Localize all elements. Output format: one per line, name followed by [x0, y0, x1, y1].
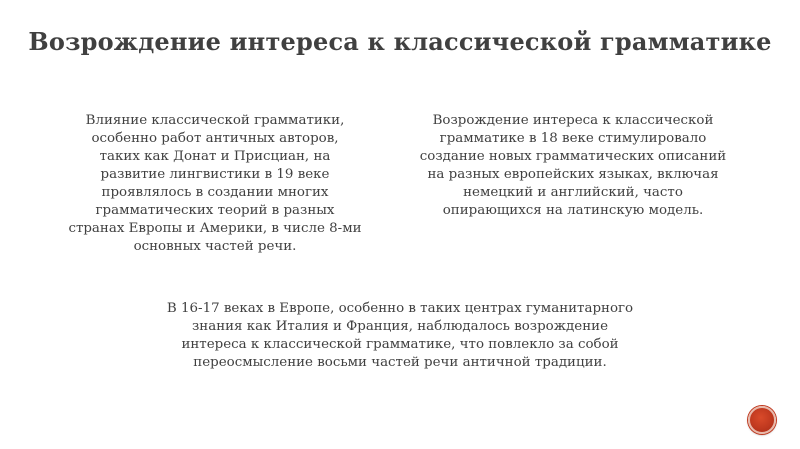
left-paragraph-line: странах Европы и Америки, в числе 8-ми: [68, 221, 362, 236]
bottom-paragraph-line: интереса к классической грамматике, что повлекло за собой: [181, 337, 619, 352]
bottom-paragraph: [120, 300, 680, 372]
bottom-paragraph-line: В 16-17 веках в Европе, особенно в таких центрах гуманитарного: [166, 301, 634, 316]
left-paragraph-line: развитие лингвистики в 19 веке: [100, 167, 330, 182]
left-paragraph: [55, 112, 375, 256]
slide-title: Возрождение интереса к классической грамматике: [28, 27, 772, 56]
left-paragraph-line: особенно работ античных авторов,: [91, 131, 339, 146]
right-paragraph-line: на разных европейских языках, включая: [427, 167, 719, 182]
right-paragraph-line: немецкий и английский, часто: [463, 185, 683, 200]
bottom-paragraph-line: переосмысление восьми частей речи античной традиции.: [193, 355, 607, 370]
right-paragraph-line: опирающихся на латинскую модель.: [442, 203, 704, 218]
left-paragraph-line: проявлялось в создании многих: [101, 185, 329, 200]
right-paragraph-line: грамматике в 18 веке стимулировало: [439, 131, 707, 146]
right-paragraph-line: создание новых грамматических описаний: [419, 149, 727, 164]
bottom-paragraph-line: знания как Италия и Франция, наблюдалось возрождение: [192, 319, 608, 334]
left-paragraph-line: грамматических теорий в разных: [95, 203, 335, 218]
left-paragraph-line: таких как Донат и Присциан, на: [99, 149, 331, 164]
right-paragraph: [398, 112, 748, 220]
slide-nav-button[interactable]: [748, 406, 776, 434]
right-paragraph-line: Возрождение интереса к классической: [432, 113, 714, 128]
left-paragraph-line: основных частей речи.: [133, 239, 297, 254]
left-paragraph-line: Влияние классической грамматики,: [85, 113, 345, 128]
